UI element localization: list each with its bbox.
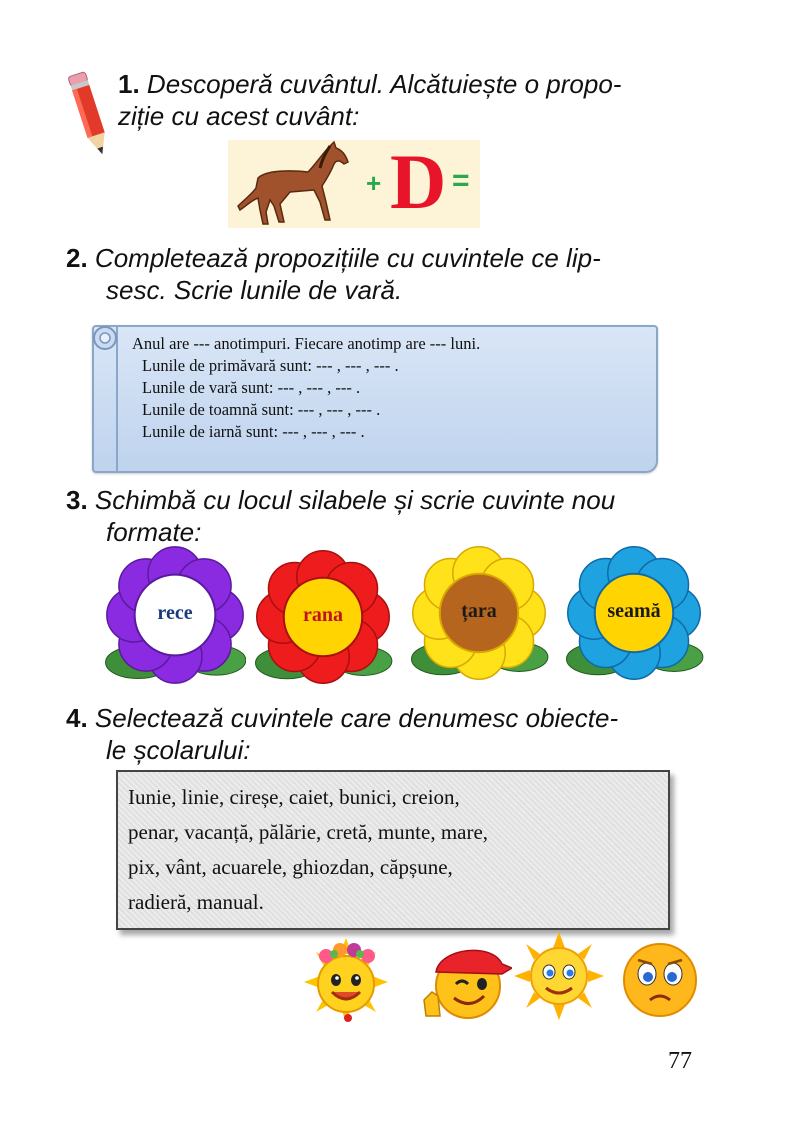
rebus-letter: D bbox=[390, 138, 447, 225]
scroll-line: Lunile de iarnă sunt: --- , --- , --- . bbox=[142, 422, 365, 441]
task-number: 1. bbox=[118, 69, 140, 99]
word-line: penar, vacanță, pălărie, cretă, munte, mare, bbox=[128, 820, 489, 844]
task-text-continued: sesc. Scrie lunile de vară. bbox=[106, 275, 403, 305]
flower-0 bbox=[104, 546, 246, 688]
scroll-curl-icon bbox=[90, 323, 120, 353]
task-text-continued: ziție cu acest cuvânt: bbox=[118, 101, 360, 131]
task-text-continued: le școlarului: bbox=[106, 735, 251, 765]
flower-1 bbox=[252, 550, 394, 688]
task-text-continued: formate: bbox=[106, 517, 202, 547]
scroll-line: Lunile de toamnă sunt: --- , --- , --- . bbox=[142, 400, 381, 419]
word-line: radieră, manual. bbox=[128, 890, 264, 914]
task-number: 3. bbox=[66, 485, 88, 515]
task-4 bbox=[66, 702, 730, 766]
word-box bbox=[116, 770, 670, 930]
task-text: Completează propozițiile cu cuvintele ce lip- bbox=[94, 243, 601, 273]
plus-sign: + bbox=[366, 168, 382, 198]
scroll-panel bbox=[92, 325, 658, 473]
equals-sign: = bbox=[452, 164, 470, 197]
flower-label: seamă bbox=[607, 600, 661, 622]
task-text: Schimbă cu locul silabele și scrie cuvinte nou bbox=[94, 485, 616, 515]
task-1 bbox=[118, 68, 728, 132]
flower-2 bbox=[408, 546, 550, 684]
flower-3 bbox=[560, 546, 708, 684]
task-2 bbox=[66, 242, 730, 306]
scroll-line: Lunile de primăvară sunt: --- , --- , --- . bbox=[142, 356, 399, 375]
smiley-sun-icon bbox=[512, 930, 606, 1022]
flower-label: țara bbox=[461, 600, 497, 622]
horse-icon bbox=[230, 140, 360, 228]
rebus-image bbox=[228, 140, 480, 228]
word-line: Iunie, linie, cireșe, caiet, bunici, creion, bbox=[128, 785, 460, 809]
task-3 bbox=[66, 484, 730, 548]
scroll-text bbox=[132, 333, 480, 443]
scroll-line: Anul are --- anotimpuri. Fiecare anotimp are --- luni. bbox=[132, 334, 481, 353]
flower-label: rece bbox=[157, 602, 193, 624]
smiley-sad-icon bbox=[616, 936, 704, 1022]
page-number: 77 bbox=[668, 1048, 692, 1074]
flower-label: rana bbox=[303, 604, 343, 626]
task-text: Descoperă cuvântul. Alcătuiește o propo- bbox=[146, 69, 622, 99]
task-text: Selectează cuvintele care denumesc obiecte- bbox=[94, 703, 619, 733]
word-line: pix, vânt, acuarele, ghiozdan, căpșune, bbox=[128, 855, 453, 879]
task-number: 2. bbox=[66, 243, 88, 273]
word-list bbox=[128, 780, 658, 920]
task-number: 4. bbox=[66, 703, 88, 733]
sun-flowers-icon bbox=[296, 930, 396, 1028]
smiley-cap-icon bbox=[418, 930, 512, 1022]
scroll-line: Lunile de vară sunt: --- , --- , --- . bbox=[142, 378, 361, 397]
pencil-icon bbox=[66, 66, 114, 160]
flowers-row bbox=[104, 546, 708, 688]
